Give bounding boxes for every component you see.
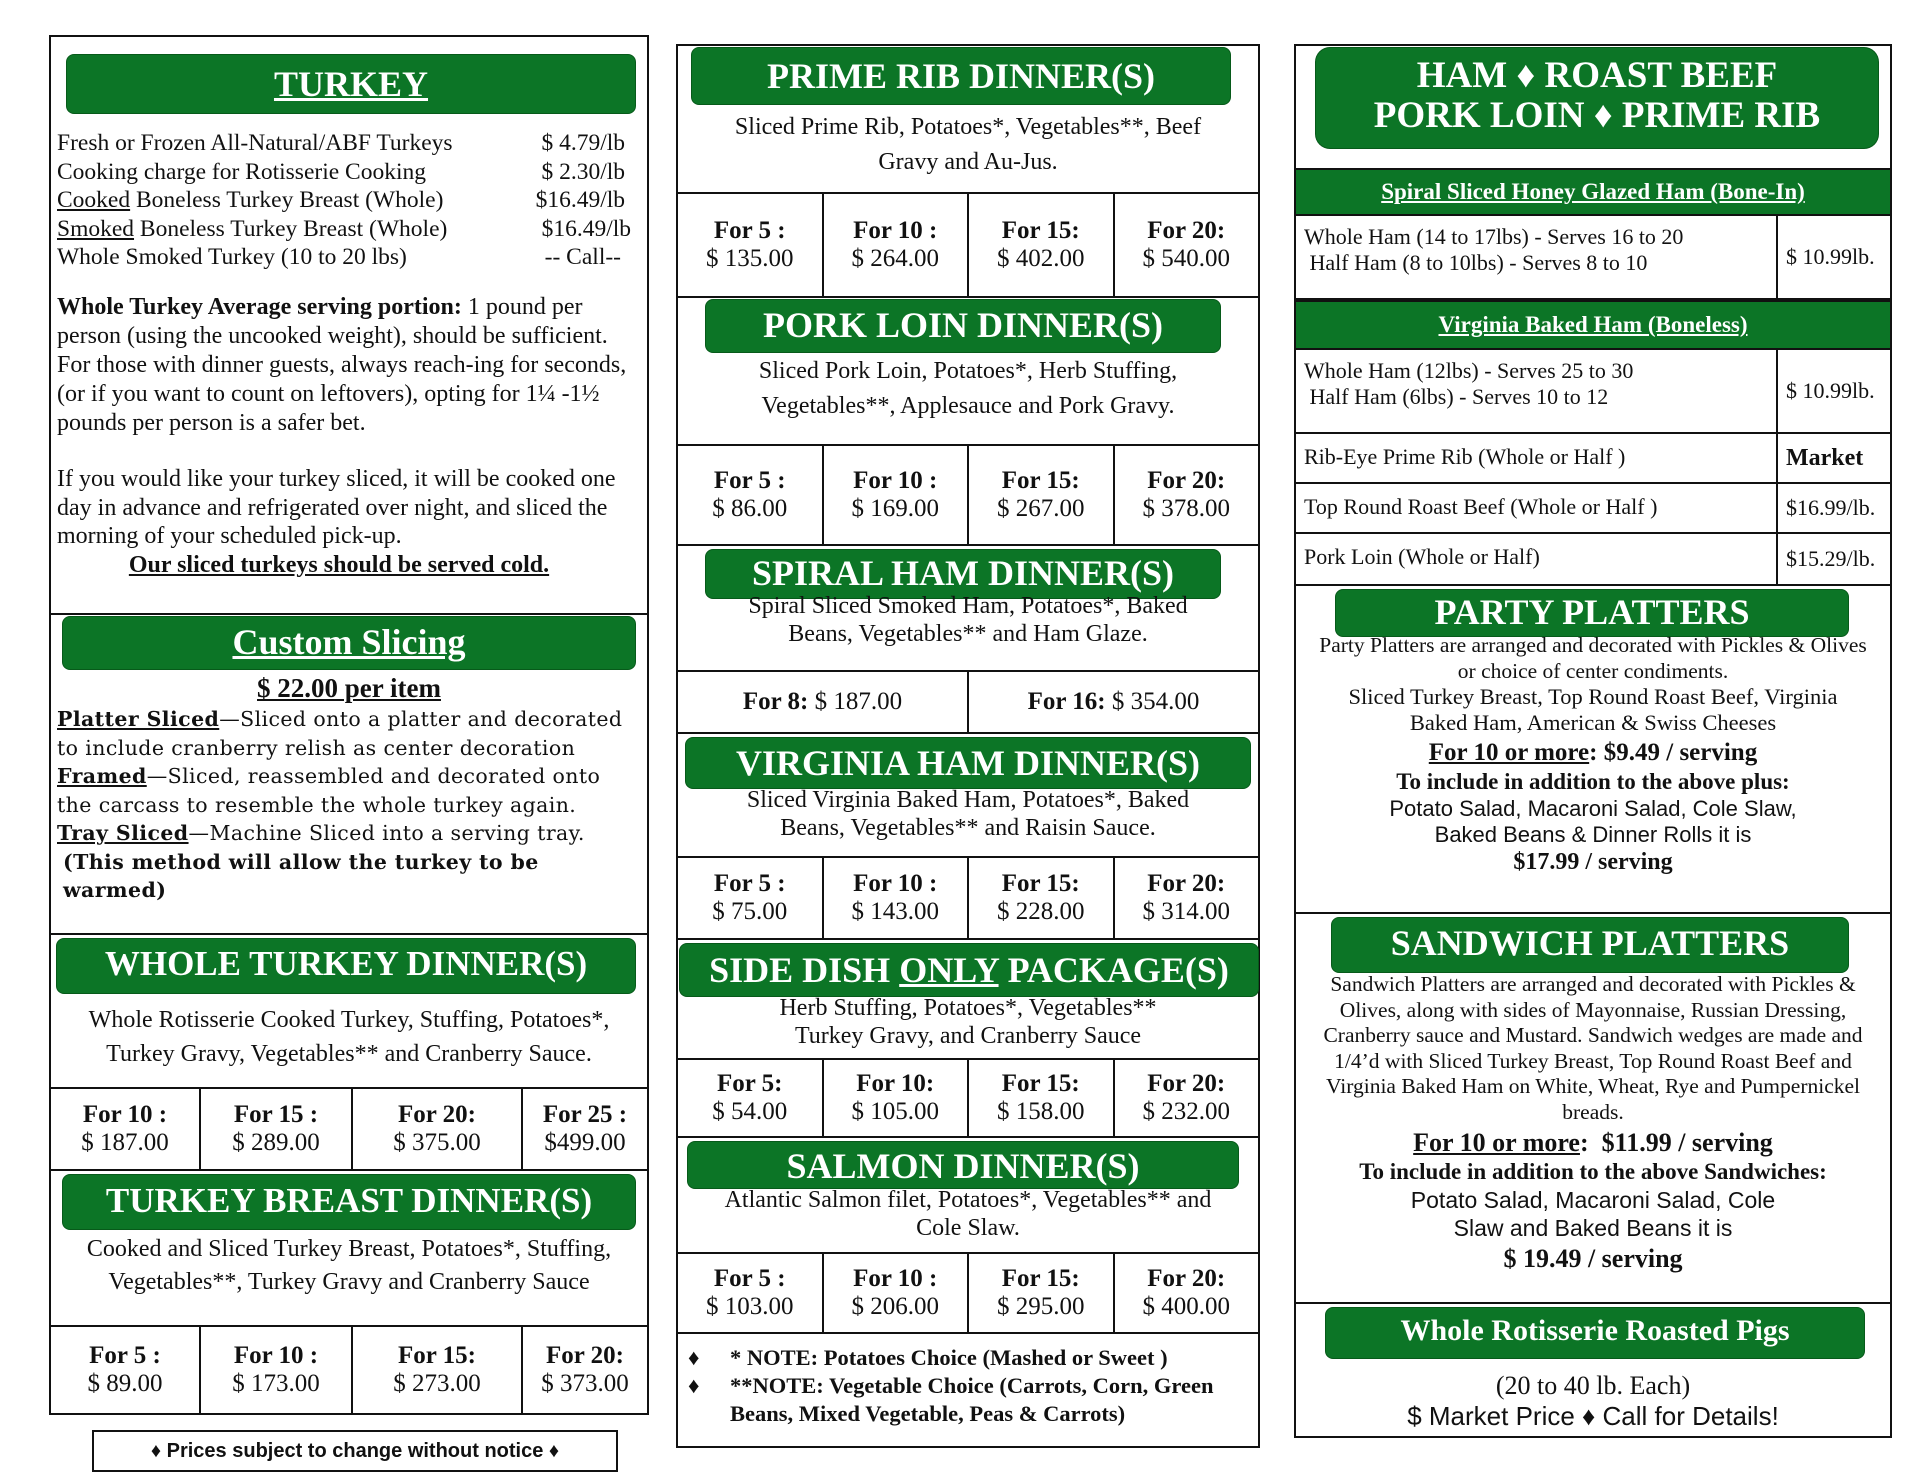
custom-slicing-section xyxy=(51,615,647,935)
price-cell xyxy=(201,1327,353,1413)
price-label: For 5 : xyxy=(713,1265,786,1292)
price-value: $ 89.00 xyxy=(87,1370,163,1397)
party-platters-include-text: Potato Salad, Macaroni Salad, Cole Slaw, Baked Beans & Dinner Rolls it is xyxy=(1389,796,1797,847)
side-dish-banner xyxy=(680,944,1258,996)
note-text: * NOTE: Potatoes Choice (Mashed or Sweet ) xyxy=(730,1345,1168,1370)
roasted-pigs-title: Whole Rotisserie Roasted Pigs xyxy=(1400,1314,1790,1347)
price-value: $ 86.00 xyxy=(712,495,788,522)
salmon-dinner-banner xyxy=(688,1142,1238,1188)
custom-slicing-list xyxy=(57,705,641,905)
side-dish-title-only: ONLY xyxy=(899,950,999,990)
party-platters-price-rate: : $9.49 / serving xyxy=(1589,739,1758,766)
column-dinners xyxy=(676,44,1260,1448)
price-label: For 20: xyxy=(1147,467,1226,494)
sandwich-platters-price xyxy=(1302,1128,1884,1158)
price-cell xyxy=(678,858,824,938)
price-label: For 5 : xyxy=(89,1342,161,1369)
price-cell xyxy=(969,194,1115,296)
party-platters-title: PARTY PLATTERS xyxy=(1434,592,1750,632)
pork-loin-dinner-section xyxy=(678,298,1258,546)
price-cell xyxy=(969,858,1115,938)
party-platters-price-qty: For 10 or more xyxy=(1428,739,1590,766)
price-value: $ 54.00 xyxy=(712,1098,788,1125)
ham-header-banner xyxy=(1316,48,1878,148)
price-value: $ 267.00 xyxy=(997,495,1085,522)
turkey-section xyxy=(51,37,647,615)
salmon-dinner-title: SALMON DINNER(S) xyxy=(786,1146,1140,1186)
price-label: For 20: xyxy=(1147,1070,1226,1097)
meat-row xyxy=(1296,484,1890,534)
turkey-breast-dinner-section xyxy=(51,1171,647,1413)
custom-slicing-price: $ 22.00 per item xyxy=(257,673,441,703)
price-cell xyxy=(824,1254,970,1332)
price-label: For 15: xyxy=(398,1342,476,1369)
price-label: For 5 : xyxy=(713,217,786,244)
price-label: For 10 : xyxy=(853,870,938,897)
price-cell xyxy=(678,446,824,544)
pork-loin-dinner-banner xyxy=(706,300,1220,352)
spiral-ham-dinner-title: SPIRAL HAM DINNER(S) xyxy=(751,553,1175,593)
price-label: For 8: xyxy=(742,688,809,715)
virginia-ham-desc-line: Half Ham (6lbs) - Serves 10 to 12 xyxy=(1304,384,1609,409)
price-cell xyxy=(824,858,970,938)
meat-row-price: Market xyxy=(1786,444,1864,471)
virginia-ham-dinner-banner xyxy=(686,738,1250,788)
turkey-item-name: Fresh or Frozen All-Natural/ABF Turkeys xyxy=(57,130,453,156)
turkey-item-price: -- Call-- xyxy=(544,244,621,270)
turkey-item-name: Cooking charge for Rotisserie Cooking xyxy=(57,158,426,185)
prices-disclaimer: ♦ Prices subject to change without notice ♦ xyxy=(92,1430,618,1472)
diamond-bullet-icon: ♦ xyxy=(688,1373,700,1398)
sandwich-platters-price-rate: : $11.99 / serving xyxy=(1579,1128,1773,1157)
sandwich-platters-price-qty: For 10 or more xyxy=(1413,1128,1580,1157)
turkey-item-name: Boneless Turkey Breast (Whole) xyxy=(130,187,444,213)
price-cell xyxy=(969,1060,1115,1136)
whole-turkey-dinner-desc: Whole Rotisserie Cooked Turkey, Stuffing, Potatoes*, Turkey Gravy, Vegetables** and Cranberry Sauce. xyxy=(88,1007,610,1067)
turkey-price-row xyxy=(57,243,641,272)
price-value: $ 173.00 xyxy=(232,1370,320,1397)
roasted-pigs-section xyxy=(1296,1304,1890,1436)
price-value: $ 378.00 xyxy=(1142,495,1230,522)
spiral-ham-row xyxy=(1296,216,1890,300)
turkey-price-row xyxy=(57,158,641,187)
party-platters-section xyxy=(1296,586,1890,914)
turkey-price-row xyxy=(57,215,641,244)
slicing-option-text: —Sliced, reassembled and decorated onto the carcass to resemble the whole turkey again. xyxy=(57,764,601,817)
whole-turkey-dinner-title: WHOLE TURKEY DINNER(S) xyxy=(104,944,588,983)
ham-header-line1: HAM ♦ ROAST BEEF xyxy=(1416,55,1778,96)
spiral-ham-dinner-desc: Spiral Sliced Smoked Ham, Potatoes*, Baked Beans, Vegetables** and Ham Glaze. xyxy=(748,593,1188,647)
turkey-item-name: Boneless Turkey Breast (Whole) xyxy=(134,215,448,242)
side-dish-title-b: PACKAGE(S) xyxy=(998,950,1229,990)
salmon-dinner-section xyxy=(678,1138,1258,1334)
turkey-portion-bold: Whole Turkey Average serving portion: xyxy=(57,294,462,320)
price-label: For 5 : xyxy=(713,870,786,897)
price-value: $ 540.00 xyxy=(1142,245,1230,272)
diamond-bullet-icon: ♦ xyxy=(688,1345,700,1370)
price-value: $ 354.00 xyxy=(1105,688,1200,715)
price-cell xyxy=(824,446,970,544)
meat-row-desc: Pork Loin (Whole or Half) xyxy=(1296,534,1778,584)
virginia-ham-desc xyxy=(1296,350,1778,432)
turkey-item-price: $ 4.79/lb xyxy=(541,130,625,156)
virginia-ham-dinner-title: VIRGINIA HAM DINNER(S) xyxy=(735,743,1201,783)
price-value: $ 314.00 xyxy=(1142,898,1230,925)
price-value: $ 206.00 xyxy=(851,1293,939,1320)
sandwich-platters-include-text: Potato Salad, Macaroni Salad, Cole Slaw and Baked Beans it is xyxy=(1410,1187,1776,1241)
side-dish-desc: Herb Stuffing, Potatoes*, Vegetables** Turkey Gravy, and Cranberry Sauce xyxy=(779,995,1157,1049)
sandwich-platters-banner xyxy=(1332,918,1848,972)
price-cell xyxy=(678,1060,824,1136)
sandwich-platters-include-price: $ 19.49 / serving xyxy=(1503,1244,1683,1273)
party-platters-include-head: To include in addition to the above plus: xyxy=(1396,769,1790,794)
price-label: For 16: xyxy=(1027,688,1106,715)
pork-loin-dinner-prices xyxy=(678,444,1258,544)
price-label: For 15: xyxy=(1001,1070,1080,1097)
pork-loin-dinner-title: PORK LOIN DINNER(S) xyxy=(762,305,1164,345)
whole-turkey-dinner-section xyxy=(51,935,647,1171)
price-cell xyxy=(678,194,824,296)
price-label: For 20: xyxy=(1147,1265,1226,1292)
price-value: $ 264.00 xyxy=(851,245,939,272)
spiral-ham-desc-line: Whole Ham (14 to 17lbs) - Serves 16 to 20 xyxy=(1304,224,1684,249)
price-value: $ 135.00 xyxy=(706,245,794,272)
turkey-portion-text: 1 pound per person (using the uncooked weight), should be sufficient. For those with dinner guests, always reach-ing for seconds, (or if you want to count on leftovers), opting for 1¼ -1½ pounds per person is a safer bet. xyxy=(57,294,627,436)
price-label: For 15 : xyxy=(233,1101,319,1128)
turkey-breast-dinner-prices xyxy=(51,1325,647,1413)
price-value: $ 295.00 xyxy=(997,1293,1085,1320)
price-label: For 10 : xyxy=(853,217,938,244)
meat-row xyxy=(1296,434,1890,484)
slicing-option xyxy=(57,762,641,819)
slicing-option xyxy=(57,705,641,762)
price-cell xyxy=(1115,194,1259,296)
price-label: For 20: xyxy=(546,1342,624,1369)
price-label: For 20: xyxy=(398,1101,476,1128)
price-label: For 10 : xyxy=(233,1342,319,1369)
roasted-pigs-price: $ Market Price ♦ Call for Details! xyxy=(1407,1401,1779,1431)
meat-row-price: $16.99/lb. xyxy=(1786,495,1876,520)
virginia-ham-dinner-prices xyxy=(678,856,1258,938)
meat-row xyxy=(1296,534,1890,586)
price-cell xyxy=(353,1327,523,1413)
turkey-item-price: $16.49/lb xyxy=(541,215,631,242)
spiral-ham-dinner-banner xyxy=(706,550,1220,598)
meat-row-price: $15.29/lb. xyxy=(1786,546,1876,571)
slicing-note: (This method will allow the turkey to be warmed) xyxy=(63,849,539,902)
price-cell xyxy=(969,446,1115,544)
price-value: $ 75.00 xyxy=(712,898,788,925)
slicing-option xyxy=(57,819,641,848)
column-ham-platters xyxy=(1294,44,1892,1438)
prime-rib-dinner-banner xyxy=(692,48,1230,104)
sandwich-platters-section xyxy=(1296,914,1890,1304)
price-value: $ 143.00 xyxy=(851,898,939,925)
price-value: $ 103.00 xyxy=(706,1293,794,1320)
turkey-portion-paragraph xyxy=(57,293,641,438)
party-platters-desc2: Sliced Turkey Breast, Top Round Roast Beef, Virginia Baked Ham, American & Swiss Cheeses xyxy=(1348,684,1838,735)
price-label: For 10 : xyxy=(82,1101,168,1128)
note-item xyxy=(688,1372,1250,1428)
price-cell xyxy=(1115,1254,1259,1332)
price-label: For 15: xyxy=(1001,217,1080,244)
price-cell xyxy=(523,1089,647,1169)
price-label: For 20: xyxy=(1147,870,1226,897)
price-cell xyxy=(969,1254,1115,1332)
prime-rib-dinner-prices xyxy=(678,192,1258,296)
turkey-item-price: $ 2.30/lb xyxy=(541,158,625,185)
turkey-price-list xyxy=(57,129,641,272)
price-cell xyxy=(1115,1060,1259,1136)
slicing-option-text: —Machine Sliced into a serving tray. xyxy=(188,821,585,845)
turkey-sliced-text: If you would like your turkey sliced, it will be cooked one day in advance and refrigerated over night, and sliced the morning of your scheduled pick-up. xyxy=(57,466,616,549)
note-text: **NOTE: Vegetable Choice (Carrots, Corn, Green Beans, Mixed Vegetable, Peas & Carrots) xyxy=(730,1373,1214,1426)
price-cell xyxy=(824,194,970,296)
price-value: $ 273.00 xyxy=(393,1370,481,1397)
salmon-dinner-desc: Atlantic Salmon filet, Potatoes*, Vegetables** and Cole Slaw. xyxy=(724,1187,1212,1241)
notes-section xyxy=(678,1334,1258,1446)
spiral-ham-subhead-text: Spiral Sliced Honey Glazed Ham (Bone-In) xyxy=(1381,179,1805,204)
price-label: For 10: xyxy=(856,1070,935,1097)
party-platters-price xyxy=(1302,738,1884,768)
sandwich-platters-desc: Sandwich Platters are arranged and decorated with Pickles & Olives, along with sides of Mayonnaise, Russian Dressing, Cranberry sauce and Mustard. Sandwich wedges are made and 1/4’d with Sliced Turkey Breast, Top Round Roast Beef and Virginia Baked Ham on White, Wheat, Rye and Pumpernickel breads. xyxy=(1323,972,1863,1124)
price-value: $ 289.00 xyxy=(232,1129,320,1156)
salmon-dinner-prices xyxy=(678,1252,1258,1332)
price-cell xyxy=(678,1254,824,1332)
slicing-option-label: Framed xyxy=(57,764,147,788)
spiral-ham-dinner-prices xyxy=(678,670,1258,732)
price-cell xyxy=(1115,858,1259,938)
price-value: $ 228.00 xyxy=(997,898,1085,925)
sandwich-platters-title: SANDWICH PLATTERS xyxy=(1390,923,1790,963)
party-platters-banner xyxy=(1336,590,1848,636)
party-platters-desc1: Party Platters are arranged and decorated with Pickles & Olives or choice of center condiments. xyxy=(1319,633,1867,683)
column-turkey xyxy=(49,35,649,1415)
custom-slicing-title: Custom Slicing xyxy=(232,622,466,662)
price-label: For 25 : xyxy=(542,1101,628,1128)
virginia-ham-dinner-section xyxy=(678,734,1258,940)
ham-header-line2: PORK LOIN ♦ PRIME RIB xyxy=(1373,95,1821,136)
ham-header-section xyxy=(1296,46,1890,166)
side-dish-title-a: SIDE DISH xyxy=(709,950,900,990)
virginia-ham-desc-line: Whole Ham (12lbs) - Serves 25 to 30 xyxy=(1304,358,1634,383)
note-item xyxy=(688,1344,1250,1372)
price-label: For 15: xyxy=(1001,870,1080,897)
price-cell xyxy=(1115,446,1259,544)
price-cell xyxy=(824,1060,970,1136)
price-value: $ 400.00 xyxy=(1142,1293,1230,1320)
virginia-ham-price: $ 10.99lb. xyxy=(1786,378,1875,403)
notes-list xyxy=(688,1344,1250,1428)
price-value: $ 187.00 xyxy=(81,1129,169,1156)
turkey-item-price: $16.49/lb xyxy=(535,187,625,213)
spiral-ham-subhead xyxy=(1296,168,1890,216)
price-cell xyxy=(51,1089,201,1169)
price-cell xyxy=(353,1089,523,1169)
turkey-sliced-paragraph xyxy=(57,465,641,579)
slicing-option-label: Platter Sliced xyxy=(57,707,220,731)
price-value: $ 232.00 xyxy=(1142,1098,1230,1125)
meat-row-desc: Rib-Eye Prime Rib (Whole or Half ) xyxy=(1296,434,1778,482)
turkey-breast-dinner-desc: Cooked and Sliced Turkey Breast, Potatoes*, Stuffing, Vegetables**, Turkey Gravy and Cranberry Sauce xyxy=(86,1236,612,1295)
turkey-item-name-underlined: Smoked xyxy=(57,215,135,242)
turkey-item-name: Whole Smoked Turkey (10 to 20 lbs) xyxy=(57,244,407,270)
price-cell xyxy=(678,672,969,732)
side-dish-prices xyxy=(678,1058,1258,1136)
meat-row-desc: Top Round Roast Beef (Whole or Half ) xyxy=(1296,484,1778,532)
price-label: For 10 : xyxy=(853,1265,938,1292)
price-cell xyxy=(51,1327,201,1413)
whole-turkey-dinner-prices xyxy=(51,1087,647,1169)
spiral-ham-dinner-section xyxy=(678,546,1258,734)
virginia-ham-row xyxy=(1296,350,1890,434)
turkey-price-row xyxy=(57,186,641,215)
price-label: For 5 : xyxy=(713,467,786,494)
turkey-title: TURKEY xyxy=(273,64,429,104)
virginia-ham-dinner-desc: Sliced Virginia Baked Ham, Potatoes*, Baked Beans, Vegetables** and Raisin Sauce. xyxy=(746,787,1190,841)
spiral-ham-desc-line: Half Ham (8 to 10lbs) - Serves 8 to 10 xyxy=(1304,250,1648,275)
price-cell xyxy=(523,1327,647,1413)
price-cell xyxy=(969,672,1258,732)
roasted-pigs-banner xyxy=(1326,1308,1864,1358)
prime-rib-dinner-title: PRIME RIB DINNER(S) xyxy=(766,56,1156,96)
price-label: For 20: xyxy=(1147,217,1226,244)
slicing-option-text: —Sliced onto a platter and decorated to include cranberry relish as center decoration xyxy=(57,707,623,760)
price-label: For 5: xyxy=(717,1070,783,1097)
custom-slicing-banner xyxy=(63,617,635,669)
roasted-pigs-weight: (20 to 40 lb. Each) xyxy=(1495,1371,1691,1400)
side-dish-section xyxy=(678,940,1258,1138)
price-value: $ 169.00 xyxy=(851,495,939,522)
virginia-ham-subhead xyxy=(1296,300,1890,350)
prime-rib-dinner-section xyxy=(678,46,1258,298)
prime-rib-dinner-desc: Sliced Prime Rib, Potatoes*, Vegetables**, Beef Gravy and Au-Jus. xyxy=(734,114,1202,175)
price-value: $ 402.00 xyxy=(997,245,1085,272)
turkey-breast-dinner-title: TURKEY BREAST DINNER(S) xyxy=(105,1181,593,1220)
price-label: For 10 : xyxy=(853,467,938,494)
price-value: $ 373.00 xyxy=(541,1370,629,1397)
turkey-breast-dinner-banner xyxy=(63,1175,635,1229)
whole-turkey-dinner-banner xyxy=(57,939,635,993)
party-platters-include-price: $17.99 / serving xyxy=(1513,849,1673,875)
price-value: $ 187.00 xyxy=(808,688,903,715)
price-cell xyxy=(201,1089,353,1169)
turkey-sliced-note: Our sliced turkeys should be served cold. xyxy=(128,551,550,578)
price-value: $ 375.00 xyxy=(393,1129,481,1156)
pork-loin-dinner-desc: Sliced Pork Loin, Potatoes*, Herb Stuffing, Vegetables**, Applesauce and Pork Gravy. xyxy=(758,358,1178,419)
turkey-banner xyxy=(67,55,635,113)
price-label: For 15: xyxy=(1001,467,1080,494)
sandwich-platters-include-head: To include in addition to the above Sandwiches: xyxy=(1359,1159,1827,1184)
slicing-option-label: Tray Sliced xyxy=(57,821,189,845)
turkey-price-row xyxy=(57,129,641,158)
spiral-ham-price: $ 10.99lb. xyxy=(1786,244,1875,269)
roasted-pigs-details xyxy=(1302,1370,1884,1432)
price-label: For 15: xyxy=(1001,1265,1080,1292)
spiral-ham-desc xyxy=(1296,216,1778,298)
turkey-item-name-underlined: Cooked xyxy=(57,187,131,213)
price-value: $ 105.00 xyxy=(851,1098,939,1125)
virginia-ham-subhead-text: Virginia Baked Ham (Boneless) xyxy=(1438,312,1748,337)
price-value: $ 158.00 xyxy=(997,1098,1085,1125)
price-value: $499.00 xyxy=(544,1129,626,1156)
